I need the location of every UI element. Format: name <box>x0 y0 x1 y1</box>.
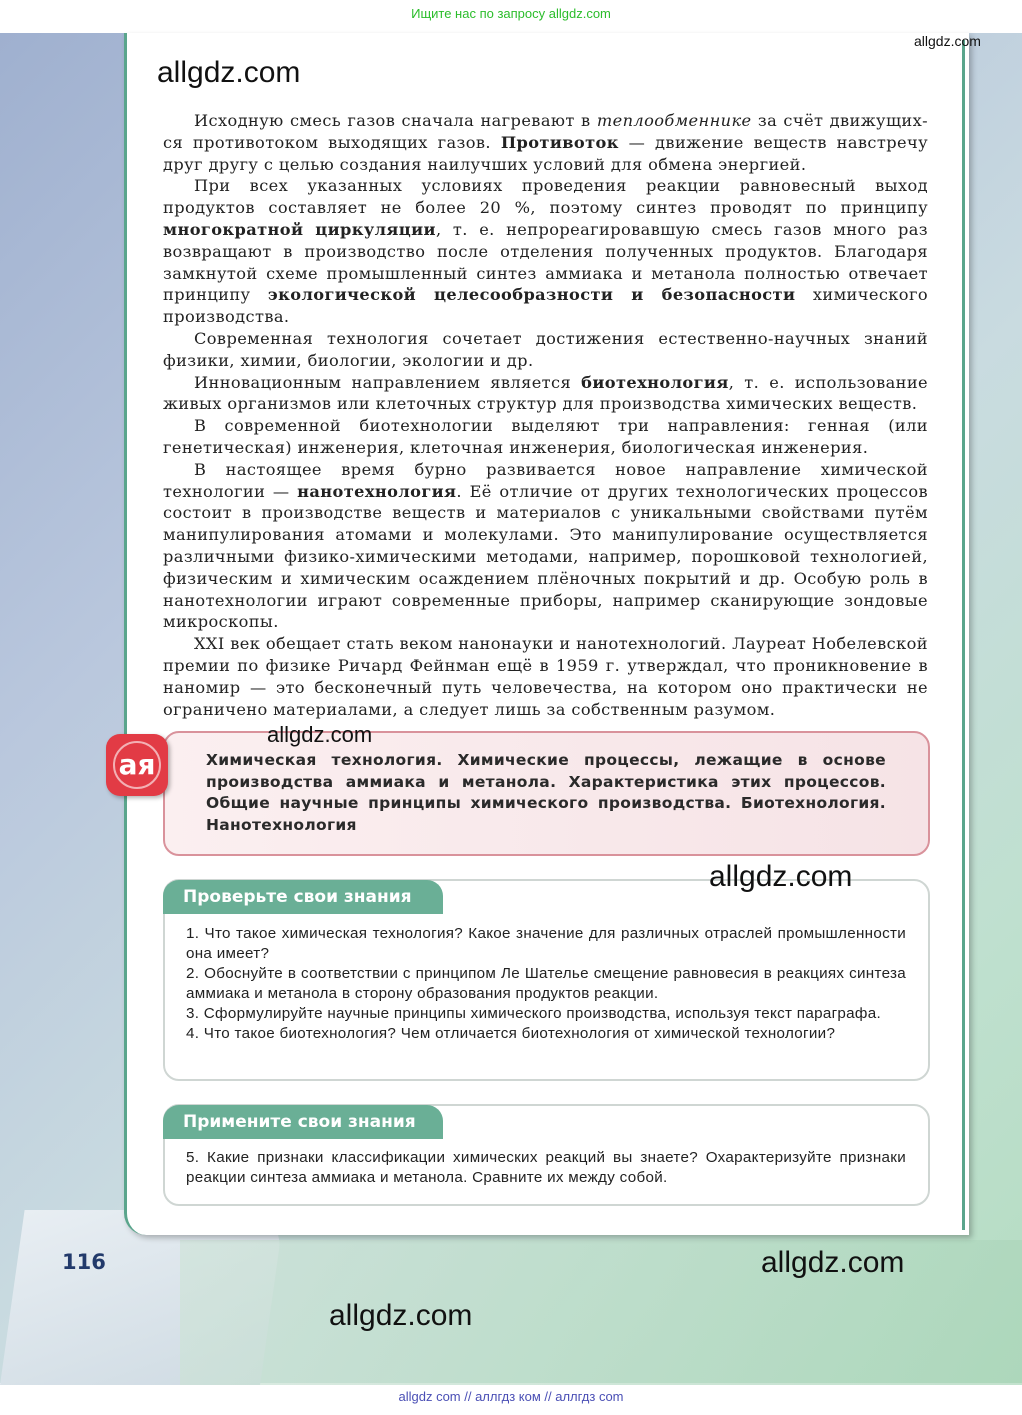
apply-knowledge-title: Примените свои знания <box>163 1105 443 1139</box>
check-questions <box>186 924 906 1044</box>
paragraph-3: Современная технология сочетает достижения естественно-научных знаний физики, химии, биологии, экологии и др. <box>163 328 928 370</box>
apply-questions <box>186 1148 906 1188</box>
question-4: 4. Что такое биотехнология? Чем отличается биотехнология от химической технологии? <box>186 1025 836 1042</box>
paragraph-1: Исходную смесь газов сначала нагревают в теплообменнике за счёт движущих-ся противотоком выходящих газов. Противоток — движение веществ навстречу друг другу с целью создания наилучших условий для обмена энергией. <box>163 111 928 174</box>
question-1: 1. Что такое химическая технология? Какое значение для различных отраслей промышленности она имеет? <box>186 925 906 962</box>
bottom-banner[interactable]: allgdz com // аллгдз ком // аллгдз com <box>398 1389 624 1404</box>
key-terms-text: Химическая технология. Химические процессы, лежащие в основе производства аммиака и метанола. Характеристика этих процессов. Общие научные принципы химического производства. Биотехнология. Нанотехнология <box>206 751 886 834</box>
paragraph-5: В современной биотехнологии выделяют три направления: генная (или генетическая) инженерия, клеточная инженерия, биологическая инженерия. <box>163 416 928 457</box>
check-knowledge-title: Проверьте свои знания <box>163 880 443 914</box>
watermark: allgdz.com <box>761 1246 905 1279</box>
paragraph-6: В настоящее время бурно развивается новое направление химической технологии — нанотехнология. Её отличие от других технологических процессов состоит в производстве веществ и материалов с уникальными свойствами путём манипулирования атомами и молекулами. Это манипулирование осуществляется различными физико-химическими методами, например, порошковой технологией, физическим и химическим осаждением плёночных покрытий и др. Особую роль в нанотехнологии играют современные приборы, например сканирующие зондовые микроскопы. <box>163 459 929 632</box>
paragraph-2: При всех указанных условиях проведения реакции равновесный выход продуктов составляет не более 20 %, поэтому синтез проводят по принципу многократной циркуляции, т. е. непрореагировавшую смесь газов много раз возвращают в производство после отделения полученных продуктов. Благодаря замкнутой схеме промышленный синтез аммиака и метанола полностью отвечает принципу экологической целесообразности и безопасности химического производства. <box>163 176 928 327</box>
page-edge-line <box>962 40 965 1230</box>
watermark: allgdz.com <box>157 56 301 89</box>
az-letters-icon <box>111 739 163 791</box>
svg-text:ая: ая <box>118 748 156 781</box>
paragraph-7: XXI век обещает стать веком нанонауки и нанотехнологий. Лауреат Нобелевской премии по физике Ричард Фейнман ещё в 1959 г. утверждал, что проникновение в наномир — это бесконечный путь человечества, на котором оно практически не ограничено материалами, а следует лишь за собственным разумом. <box>163 634 928 719</box>
paragraph-4: Инновационным направлением является биотехнология, т. е. использование живых организмов или клеточных структур для производства химических веществ. <box>163 372 928 414</box>
watermark: allgdz.com <box>329 1299 473 1332</box>
question-5: 5. Какие признаки классификации химических реакций вы знаете? Охарактеризуйте признаки реакции синтеза аммиака и метанола. Сравните их между собой. <box>186 1149 906 1186</box>
top-banner[interactable]: Ищите нас по запросу allgdz.com <box>411 6 611 21</box>
key-terms-icon <box>106 734 168 796</box>
watermark: allgdz.com <box>709 860 853 893</box>
question-3: 3. Сформулируйте научные принципы химического производства, используя текст параграфа. <box>186 1005 881 1022</box>
page-number: 116 <box>62 1250 106 1274</box>
question-2: 2. Обоснуйте в соответствии с принципом Ле Шателье смещение равновесия в реакциях синтеза аммиака и метанола в сторону образования продуктов реакции. <box>186 965 906 1002</box>
body-text <box>163 110 928 720</box>
watermark-corner: allgdz.com <box>914 33 981 49</box>
watermark: allgdz.com <box>267 722 373 747</box>
